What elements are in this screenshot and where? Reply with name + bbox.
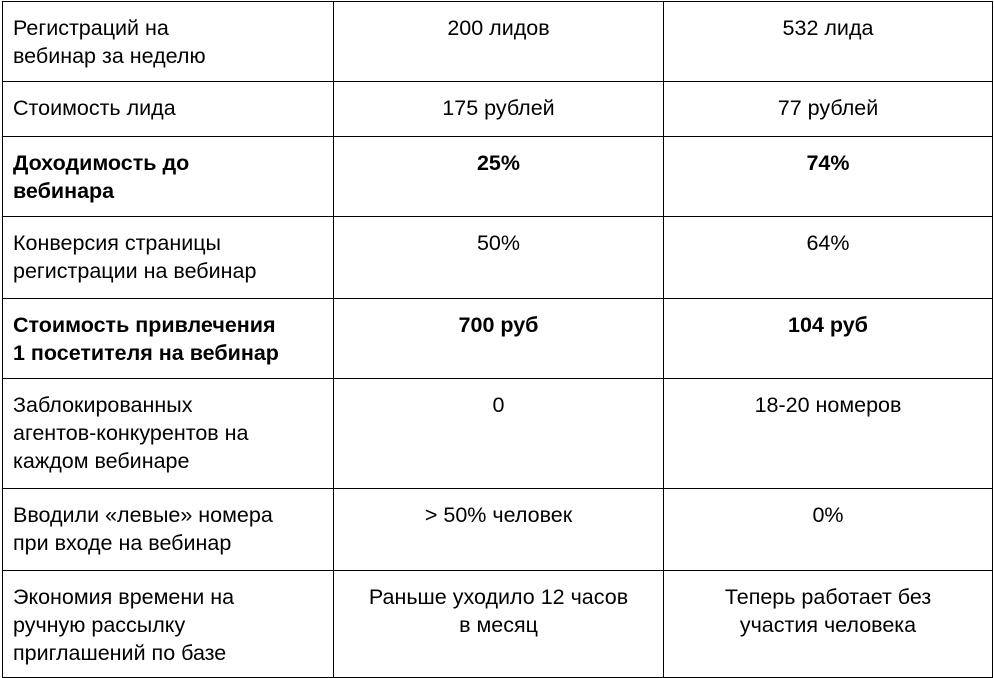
row-label: Доходимость до вебинара	[13, 151, 190, 203]
row-label-cell	[3, 82, 334, 137]
before-value: 25%	[476, 151, 521, 175]
before-value: Раньше уходило 12 часов в месяц	[368, 585, 629, 637]
row-label-cell	[3, 489, 334, 571]
after-value-cell	[664, 571, 993, 678]
table-row	[3, 217, 993, 299]
after-value: 104 руб	[788, 313, 868, 337]
after-value: 18-20 номеров	[754, 393, 902, 417]
table-row	[3, 137, 993, 217]
row-label-cell	[3, 571, 334, 678]
after-value: Теперь работает без участия человека	[724, 585, 932, 637]
before-value: 700 руб	[458, 313, 539, 337]
after-value-cell	[664, 82, 993, 137]
row-label: Вводили «левые» номера при входе на вебинар	[13, 503, 273, 555]
before-value: 50%	[476, 231, 521, 255]
metrics-comparison-table	[2, 1, 993, 678]
before-value: > 50% человек	[424, 503, 573, 527]
before-value-cell	[334, 217, 664, 299]
before-value: 200 лидов	[447, 16, 550, 40]
before-value: 0	[492, 393, 505, 417]
table-row	[3, 2, 993, 82]
before-value-cell	[334, 299, 664, 379]
after-value-cell	[664, 217, 993, 299]
row-label: Экономия времени на ручную рассылку приглашений по базе	[13, 585, 235, 665]
after-value: 64%	[806, 231, 850, 255]
before-value-cell	[334, 571, 664, 678]
table-row	[3, 299, 993, 379]
after-value-cell	[664, 379, 993, 489]
row-label: Конверсия страницы регистрации на вебинар	[13, 231, 257, 283]
row-label: Стоимость привлечения 1 посетителя на вебинар	[13, 313, 279, 365]
row-label: Заблокированных агентов-конкурентов на каждом вебинаре	[13, 393, 249, 473]
after-value-cell	[664, 2, 993, 82]
after-value: 77 рублей	[777, 96, 879, 120]
row-label-cell	[3, 2, 334, 82]
after-value: 0%	[812, 503, 844, 527]
table-row	[3, 571, 993, 678]
row-label-cell	[3, 137, 334, 217]
after-value-cell	[664, 299, 993, 379]
table-row	[3, 379, 993, 489]
row-label: Стоимость лида	[13, 96, 176, 120]
table-row	[3, 82, 993, 137]
after-value-cell	[664, 489, 993, 571]
before-value-cell	[334, 2, 664, 82]
row-label-cell	[3, 217, 334, 299]
before-value-cell	[334, 82, 664, 137]
row-label-cell	[3, 379, 334, 489]
row-label-cell	[3, 299, 334, 379]
before-value-cell	[334, 379, 664, 489]
before-value-cell	[334, 489, 664, 571]
before-value-cell	[334, 137, 664, 217]
after-value-cell	[664, 137, 993, 217]
row-label: Регистраций на вебинар за неделю	[13, 16, 206, 68]
table-row	[3, 489, 993, 571]
after-value: 532 лида	[782, 16, 874, 40]
after-value: 74%	[806, 151, 850, 175]
table-body	[3, 2, 993, 678]
before-value: 175 рублей	[442, 96, 555, 120]
